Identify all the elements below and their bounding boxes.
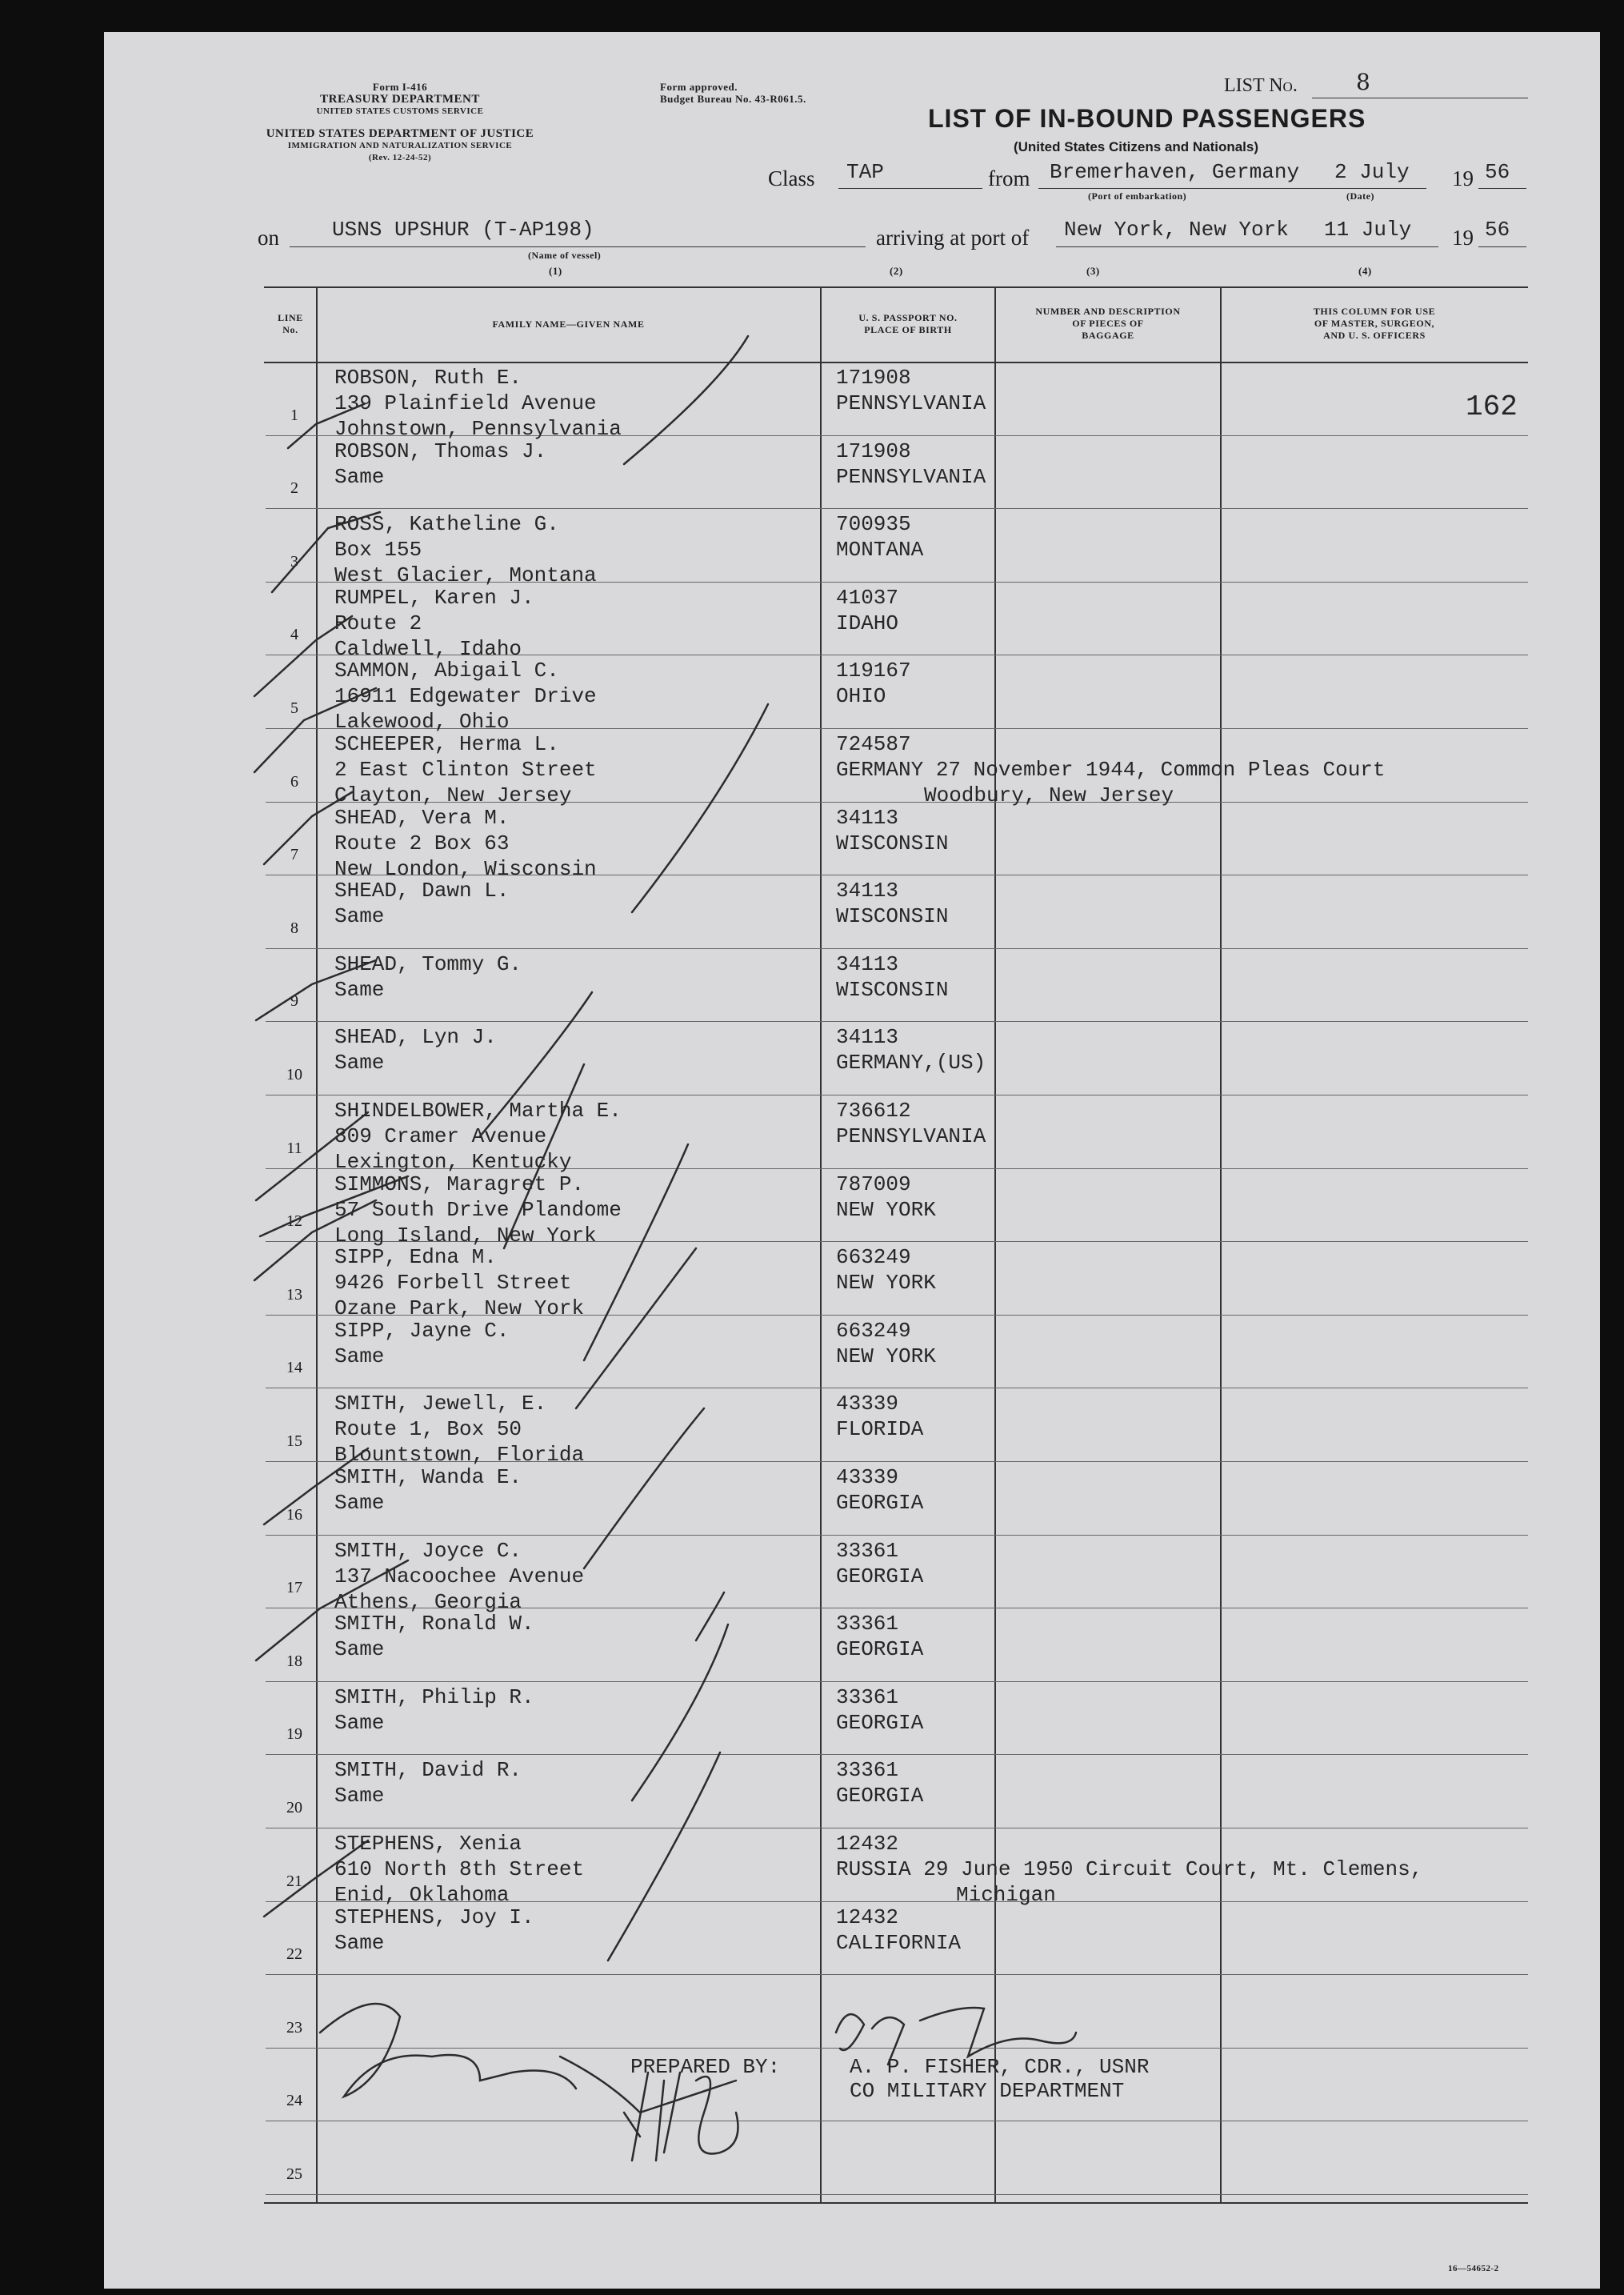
header-passport: U. S. PASSPORT NO. PLACE OF BIRTH <box>858 312 958 335</box>
long-stroke <box>696 1592 724 1640</box>
line-number: 12 <box>286 1212 302 1231</box>
line-number: 22 <box>286 1945 302 1964</box>
from-label: from <box>988 166 1030 190</box>
line-number: 5 <box>290 699 298 717</box>
long-stroke <box>480 992 592 1136</box>
long-stroke <box>608 1752 720 1961</box>
passenger-address-line: Same <box>334 464 385 489</box>
line-number: 3 <box>290 552 298 571</box>
passport-number: 43339 <box>836 1465 899 1489</box>
budget-bureau: Budget Bureau No. 43-R061.5. <box>660 93 806 105</box>
footer-code: 16—54652-2 <box>1448 2264 1499 2273</box>
passport-number: 171908 <box>836 366 911 390</box>
passenger-address-line: Route 1, Box 50 <box>334 1417 522 1442</box>
passenger-name: SHEAD, Tommy G. <box>334 951 522 976</box>
arrival-year: 56 <box>1485 218 1510 242</box>
passenger-address-line: Clayton, New Jersey <box>334 783 572 807</box>
passport-number: 33361 <box>836 1612 899 1636</box>
form-number: Form I-416 <box>372 81 428 93</box>
header-line-no: LINE No. <box>278 312 303 335</box>
passenger-address-line: Same <box>334 1930 385 1955</box>
treasury-dept: TREASURY DEPARTMENT <box>320 93 480 106</box>
passenger-address-line: Same <box>334 904 385 929</box>
place-of-birth: GEORGIA <box>836 1784 924 1808</box>
line-number: 1 <box>290 406 298 424</box>
passenger-address-line: Route 2 <box>334 611 422 635</box>
place-of-birth: GEORGIA <box>836 1564 924 1588</box>
passenger-address-line: Johnstown, Pennsylvania <box>334 417 622 441</box>
passenger-name: SHEAD, Dawn L. <box>334 879 510 903</box>
place-of-birth: PENNSYLVANIA <box>836 1124 986 1148</box>
vessel-name: USNS UPSHUR (T-AP198) <box>332 218 594 242</box>
place-of-birth: NEW YORK <box>836 1197 936 1222</box>
col-caption-3: (3) <box>1086 265 1100 277</box>
on-label: on <box>258 226 279 250</box>
check-mark <box>256 960 376 1020</box>
col-caption-1: (1) <box>549 265 562 277</box>
arrival-year-prefix: 19 <box>1452 226 1474 250</box>
check-mark <box>288 404 364 448</box>
passenger-address-line: Caldwell, Idaho <box>334 636 522 661</box>
passenger-address-line: Same <box>334 1784 385 1808</box>
prepared-by-label: PREPARED BY: <box>630 2055 781 2079</box>
long-stroke <box>584 1408 704 1568</box>
place-of-birth: PENNSYLVANIA <box>836 464 986 489</box>
line-number: 14 <box>286 1359 302 1377</box>
passenger-name: SMITH, Joyce C. <box>334 1538 522 1563</box>
check-mark <box>264 1840 368 1917</box>
customs-service: UNITED STATES CUSTOMS SERVICE <box>316 106 484 116</box>
place-of-birth: WISCONSIN <box>836 831 949 855</box>
place-of-birth: WISCONSIN <box>836 904 949 929</box>
place-of-birth: NEW YORK <box>836 1344 936 1368</box>
place-of-birth: GERMANY 27 November 1944, Common Pleas Court <box>836 758 1386 782</box>
passenger-name: SMITH, Wanda E. <box>334 1465 522 1489</box>
line-number: 7 <box>290 846 298 864</box>
passenger-address-line: 139 Plainfield Avenue <box>334 391 597 415</box>
passenger-name: SMITH, David R. <box>334 1758 522 1783</box>
passenger-name: ROBSON, Thomas J. <box>334 439 547 463</box>
passenger-address-line: Lexington, Kentucky <box>334 1150 572 1174</box>
prepared-dept: CO MILITARY DEPARTMENT <box>850 2079 1125 2103</box>
passport-number: 34113 <box>836 805 899 830</box>
passport-number: 787009 <box>836 1172 911 1196</box>
passenger-address-line: Route 2 Box 63 <box>334 831 510 855</box>
ins-service: IMMIGRATION AND NATURALIZATION SERVICE <box>287 141 513 150</box>
passport-number: 171908 <box>836 439 911 463</box>
passport-number: 43339 <box>836 1392 899 1416</box>
check-mark <box>260 1176 408 1236</box>
passenger-name: SHEAD, Vera M. <box>334 805 510 830</box>
arrival-date: 11 July <box>1324 218 1412 242</box>
passenger-name: RUMPEL, Karen J. <box>334 585 534 610</box>
place-of-birth: WISCONSIN <box>836 977 949 1002</box>
place-of-birth: IDAHO <box>836 611 899 635</box>
passenger-address-line: 9426 Forbell Street <box>334 1271 572 1296</box>
passport-number: 736612 <box>836 1099 911 1123</box>
arriving-label: arriving at port of <box>876 226 1030 250</box>
passenger-name: SMITH, Jewell, E. <box>334 1392 547 1416</box>
from-year: 56 <box>1485 160 1510 184</box>
place-of-birth: RUSSIA 29 June 1950 Circuit Court, Mt. Clemens, <box>836 1857 1423 1881</box>
passenger-name: SHINDELBOWER, Martha E. <box>334 1099 622 1123</box>
naturalization-note: Michigan <box>956 1883 1056 1907</box>
line-number: 20 <box>286 1799 302 1816</box>
vessel-caption: (Name of vessel) <box>528 250 602 261</box>
list-number: 8 <box>1356 69 1370 95</box>
passenger-address-line: Athens, Georgia <box>334 1589 522 1614</box>
place-of-birth: CALIFORNIA <box>836 1930 962 1955</box>
long-stroke <box>632 1624 728 1800</box>
justice-dept: UNITED STATES DEPARTMENT OF JUSTICE <box>266 127 534 140</box>
line-number: 15 <box>286 1432 302 1450</box>
check-mark <box>256 1560 408 1660</box>
passenger-address-line: 809 Cramer Avenue <box>334 1124 547 1148</box>
place-of-birth: GEORGIA <box>836 1637 924 1662</box>
passenger-address-line: Same <box>334 1710 385 1735</box>
passenger-address-line: Ozane Park, New York <box>334 1296 585 1321</box>
naturalization-note: Woodbury, New Jersey <box>924 783 1174 807</box>
passenger-address-line: 2 East Clinton Street <box>334 758 597 782</box>
passenger-address-line: Enid, Oklahoma <box>334 1883 510 1907</box>
form-approved: Form approved. <box>660 81 738 93</box>
check-mark <box>254 688 376 772</box>
passport-number: 34113 <box>836 879 899 903</box>
line-number: 2 <box>290 479 298 498</box>
line-number: 17 <box>286 1579 302 1597</box>
passenger-name: SIMMONS, Maragret P. <box>334 1172 585 1196</box>
header-baggage: NUMBER AND DESCRIPTION OF PIECES OF BAGGAGE <box>1035 306 1181 341</box>
place-of-birth: OHIO <box>836 684 886 709</box>
col-caption-2: (2) <box>890 265 903 277</box>
place-of-birth: PENNSYLVANIA <box>836 391 986 415</box>
passenger-name: SMITH, Philip R. <box>334 1684 534 1709</box>
passport-number: 34113 <box>836 951 899 976</box>
page-subtitle: (United States Citizens and Nationals) <box>1013 139 1259 154</box>
passenger-name: ROBSON, Ruth E. <box>334 366 522 390</box>
passenger-address-line: Same <box>334 1637 385 1662</box>
place-of-birth: GEORGIA <box>836 1710 924 1735</box>
passenger-address-line: Same <box>334 1051 385 1075</box>
passport-number: 12432 <box>836 1904 899 1929</box>
place-of-birth: NEW YORK <box>836 1271 936 1296</box>
check-mark <box>272 512 380 592</box>
passport-number: 33361 <box>836 1758 899 1783</box>
long-stroke <box>624 336 748 464</box>
line-number: 13 <box>286 1285 302 1304</box>
line-number: 19 <box>286 1725 302 1744</box>
passport-number: 33361 <box>836 1684 899 1709</box>
passenger-name: SHEAD, Lyn J. <box>334 1025 497 1050</box>
place-of-birth: MONTANA <box>836 538 924 563</box>
passenger-address-line: 57 South Drive Plandome <box>334 1197 622 1222</box>
check-mark <box>264 792 352 864</box>
passport-number: 663249 <box>836 1318 911 1343</box>
long-stroke <box>576 1248 696 1408</box>
line-number: 11 <box>286 1139 302 1157</box>
passenger-name: SAMMON, Abigail C. <box>334 659 559 683</box>
passenger-name: SIPP, Edna M. <box>334 1245 497 1270</box>
date-caption: (Date) <box>1346 190 1374 202</box>
line-number: 23 <box>286 2018 302 2037</box>
passport-number: 119167 <box>836 659 911 683</box>
long-stroke <box>632 704 768 912</box>
arrival-port: New York, New York <box>1064 218 1289 242</box>
place-of-birth: FLORIDA <box>836 1417 924 1442</box>
passenger-address-line: Same <box>334 977 385 1002</box>
passenger-name: SIPP, Jayne C. <box>334 1318 510 1343</box>
prepared-officer: A. P. FISHER, CDR., USNR <box>850 2055 1150 2079</box>
header-officers: THIS COLUMN FOR USE OF MASTER, SURGEON, AND U. S. OFFICERS <box>1313 306 1436 341</box>
class-value: TAP <box>846 160 884 184</box>
check-mark <box>256 1112 368 1200</box>
passenger-address-line: Blountstown, Florida <box>334 1443 585 1468</box>
class-label: Class <box>768 166 815 190</box>
from-year-prefix: 19 <box>1452 166 1474 190</box>
passenger-address-line: Box 155 <box>334 538 422 563</box>
port-embark-caption: (Port of embarkation) <box>1088 190 1187 202</box>
check-mark <box>264 1448 368 1524</box>
line-number: 25 <box>286 2165 302 2183</box>
page-stamp-number: 162 <box>1466 391 1518 423</box>
from-date: 2 July <box>1334 160 1410 184</box>
line-number: 8 <box>290 919 298 937</box>
passenger-address-line: West Glacier, Montana <box>334 563 597 588</box>
passenger-address-line: Lakewood, Ohio <box>334 710 510 735</box>
line-number: 21 <box>286 1872 302 1890</box>
line-number: 9 <box>290 992 298 1011</box>
passport-number: 41037 <box>836 585 899 610</box>
line-number: 10 <box>286 1066 302 1083</box>
passenger-address-line: Same <box>334 1491 385 1515</box>
passenger-name: ROSS, Katheline G. <box>334 512 559 537</box>
passenger-address-line: 610 North 8th Street <box>334 1857 585 1881</box>
passenger-name: SMITH, Ronald W. <box>334 1612 534 1636</box>
passenger-address-line: 16911 Edgewater Drive <box>334 684 597 709</box>
list-label: LIST No. <box>1224 75 1298 96</box>
page-title: LIST OF IN-BOUND PASSENGERS <box>928 104 1366 133</box>
line-number: 18 <box>286 1652 302 1670</box>
col-caption-4: (4) <box>1358 265 1372 277</box>
passport-number: 33361 <box>836 1538 899 1563</box>
check-mark <box>254 616 352 696</box>
line-number: 6 <box>290 772 298 791</box>
place-of-birth: GERMANY,(US) <box>836 1051 986 1075</box>
header-name: FAMILY NAME—GIVEN NAME <box>492 318 645 330</box>
place-of-birth: GEORGIA <box>836 1491 924 1515</box>
passport-number: 12432 <box>836 1832 899 1856</box>
passenger-name: STEPHENS, Joy I. <box>334 1904 534 1929</box>
passenger-address-line: 137 Nacoochee Avenue <box>334 1564 585 1588</box>
passenger-name: STEPHENS, Xenia <box>334 1832 522 1856</box>
from-port: Bremerhaven, Germany <box>1050 160 1300 184</box>
passenger-address-line: Same <box>334 1344 385 1368</box>
passenger-address-line: New London, Wisconsin <box>334 856 597 881</box>
passenger-name: SCHEEPER, Herma L. <box>334 732 559 756</box>
line-number: 16 <box>286 1505 302 1524</box>
passport-number: 700935 <box>836 512 911 537</box>
passport-number: 724587 <box>836 732 911 756</box>
passport-number: 34113 <box>836 1025 899 1050</box>
line-number: 24 <box>286 2092 302 2110</box>
line-number: 4 <box>290 626 298 644</box>
passenger-address-line: Long Island, New York <box>334 1223 597 1248</box>
passport-number: 663249 <box>836 1245 911 1270</box>
revision: (Rev. 12-24-52) <box>368 153 432 162</box>
